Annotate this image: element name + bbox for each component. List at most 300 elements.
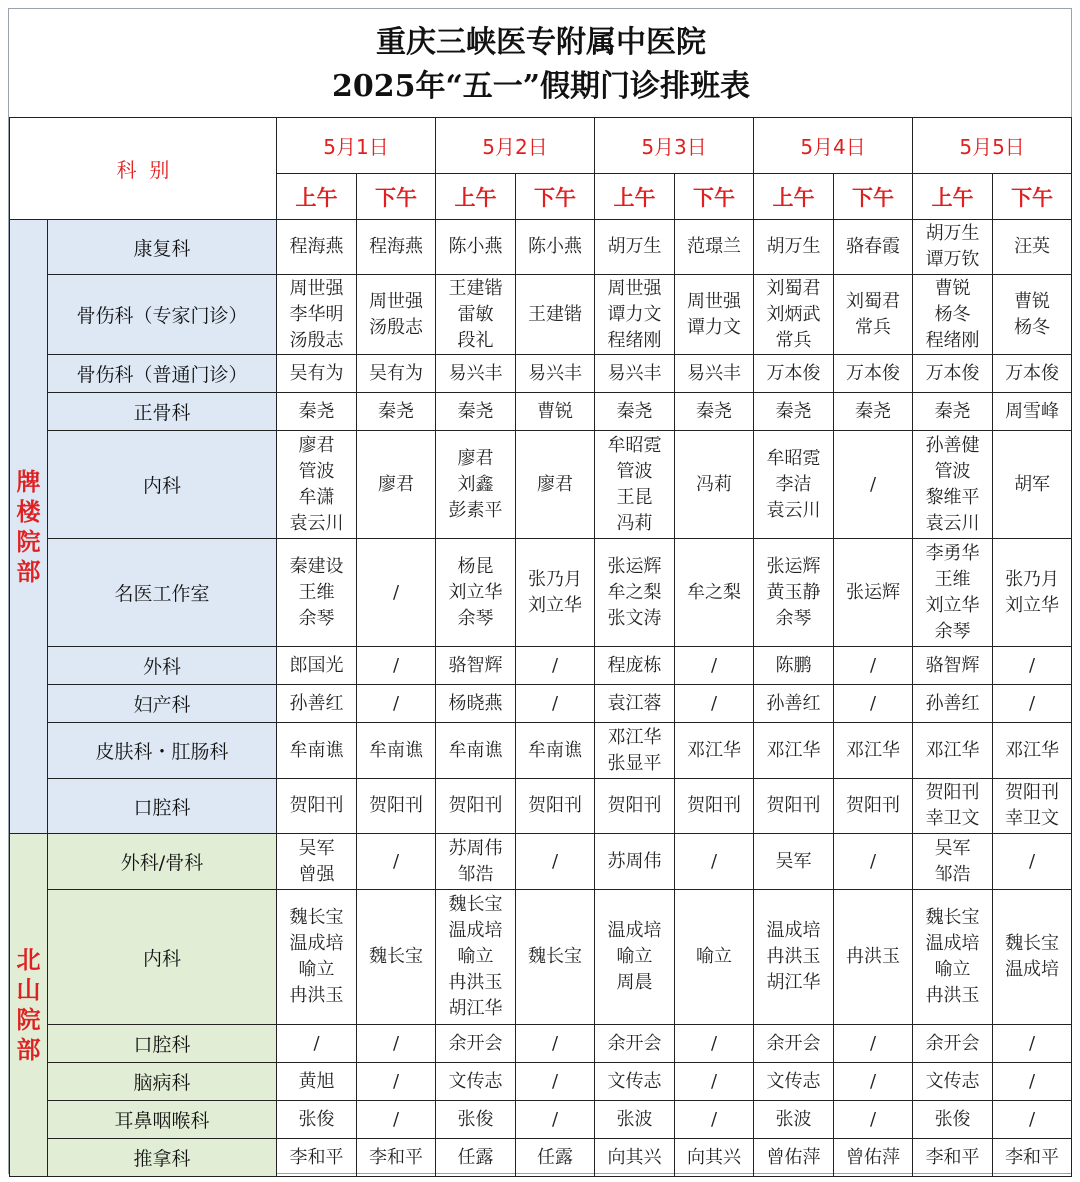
doctor-name: 张波 — [775, 1108, 812, 1130]
doctor-name: 胡军 — [1014, 473, 1051, 495]
am-shift-cell — [277, 890, 357, 1025]
campus-label-char: 院 — [16, 1006, 41, 1034]
doctor-name: 贺阳刊 — [1005, 782, 1060, 803]
doctor-name: 杨晓燕 — [448, 692, 503, 714]
schedule-row — [10, 431, 1072, 539]
pm-header: 下午 — [675, 174, 754, 220]
doctor-name: 陈小燕 — [528, 236, 583, 257]
am-shift-cell — [595, 890, 675, 1025]
pm-shift-cell — [357, 539, 436, 647]
doctor-name: 袁云川 — [925, 512, 980, 534]
pm-shift-cell — [516, 723, 595, 779]
doctor-name: 余琴 — [934, 620, 971, 642]
doctor-name: 王维 — [298, 581, 335, 603]
am-shift-cell — [595, 393, 675, 431]
doctor-name: 张俊 — [298, 1108, 335, 1130]
doctor-name: 常兵 — [855, 316, 892, 338]
am-shift-cell — [754, 834, 834, 890]
doctor-name: 袁云川 — [289, 512, 344, 534]
doctor-name: / — [392, 692, 400, 714]
doctor-name: / — [551, 692, 559, 714]
pm-shift-cell — [357, 275, 436, 355]
doctor-name: 秦尧 — [855, 400, 892, 422]
doctor-name: 刘立华 — [528, 594, 583, 616]
doctor-name: 牟之梨 — [607, 581, 662, 603]
doctor-name: 王昆 — [616, 486, 653, 508]
pm-header: 下午 — [357, 174, 436, 220]
am-shift-cell — [277, 275, 357, 355]
pm-shift-cell — [675, 220, 754, 275]
pm-shift-cell — [516, 275, 595, 355]
doctor-name: 易兴丰 — [687, 362, 742, 384]
doctor-name: 李勇华 — [925, 542, 980, 564]
doctor-name: 喻立 — [616, 946, 653, 967]
pm-shift-cell — [993, 723, 1072, 779]
doctor-name: 孙善红 — [925, 692, 980, 714]
pm-shift-cell — [834, 647, 913, 685]
doctor-name: 吴军 — [934, 837, 971, 859]
am-shift-cell — [277, 1101, 357, 1139]
am-shift-cell — [754, 723, 834, 779]
doctor-name: 温成培 — [607, 920, 662, 941]
doctor-name: / — [1029, 1108, 1036, 1130]
am-shift-cell — [913, 890, 993, 1025]
am-shift-cell — [754, 685, 834, 723]
doctor-name: 邓江华 — [766, 739, 821, 761]
doctor-name: 苏周伟 — [448, 837, 503, 859]
pm-shift-cell — [516, 393, 595, 431]
doctor-name: 贺阳刊 — [766, 795, 821, 816]
doctor-name: 余开会 — [925, 1032, 980, 1054]
schedule-sheet — [8, 8, 1072, 1174]
doctor-name: 曹锐 — [1014, 290, 1051, 312]
doctor-name: 周晨 — [616, 972, 653, 993]
am-shift-cell — [754, 1139, 834, 1177]
am-shift-cell — [913, 723, 993, 779]
doctor-name: 胡江华 — [448, 998, 503, 1019]
doctor-name: 刘立华 — [448, 581, 503, 603]
doctor-name: 胡万生 — [925, 223, 980, 244]
doctor-name: 邓江华 — [687, 739, 742, 761]
doctor-name: / — [870, 473, 877, 495]
campus-label — [10, 220, 48, 834]
doctor-name: 张乃月 — [528, 568, 583, 590]
pm-shift-cell — [675, 275, 754, 355]
campus-label-char: 院 — [16, 527, 41, 556]
pm-shift-cell — [834, 685, 913, 723]
doctor-name: 张文涛 — [607, 607, 662, 629]
doctor-name: / — [711, 1108, 718, 1130]
campus-label-char: 山 — [16, 976, 41, 1004]
am-shift-cell — [913, 1139, 993, 1177]
pm-shift-cell — [993, 1139, 1072, 1177]
doctor-name: 文传志 — [925, 1070, 980, 1092]
am-header: 上午 — [436, 174, 516, 220]
am-shift-cell — [277, 1139, 357, 1177]
schedule-row — [10, 834, 1072, 890]
doctor-name: / — [551, 654, 559, 676]
pm-shift-cell — [357, 779, 436, 834]
doctor-name: 余琴 — [457, 607, 494, 629]
doctor-name: 文传志 — [448, 1070, 503, 1092]
doctor-name: 苏周伟 — [607, 850, 662, 872]
doctor-name: / — [551, 1108, 559, 1130]
doctor-name: 魏长宝 — [289, 907, 344, 928]
doctor-name: 幸卫文 — [925, 808, 980, 829]
am-shift-cell — [595, 1139, 675, 1177]
doctor-name: 孙善红 — [289, 692, 344, 714]
am-shift-cell — [754, 431, 834, 539]
pm-shift-cell — [516, 685, 595, 723]
doctor-name: 牟南谯 — [369, 739, 423, 761]
doctor-name: / — [551, 1032, 559, 1054]
department-name: 耳鼻咽喉科 — [48, 1101, 277, 1139]
doctor-name: 王建锴 — [528, 303, 583, 325]
am-shift-cell — [595, 685, 675, 723]
doctor-name: 曾佑萍 — [766, 1146, 821, 1168]
schedule-row — [10, 1025, 1072, 1063]
doctor-name: 冉洪玉 — [766, 946, 821, 967]
am-shift-cell — [754, 393, 834, 431]
doctor-name: 喻立 — [298, 959, 335, 980]
department-name: 妇产科 — [48, 685, 277, 723]
doctor-name: 余琴 — [775, 607, 812, 629]
department-name: 内科 — [48, 431, 277, 539]
schedule-title: 2025年“五一”假期门诊排班表 — [331, 69, 750, 104]
doctor-name: 吴有为 — [289, 362, 344, 384]
date-header: 5月3日 — [595, 118, 754, 174]
doctor-name: / — [392, 850, 400, 872]
doctor-name: 吴军 — [775, 850, 812, 872]
doctor-name: 刘立华 — [1005, 594, 1060, 616]
doctor-name: / — [711, 1032, 718, 1054]
doctor-name: / — [870, 1108, 877, 1130]
pm-shift-cell — [516, 1139, 595, 1177]
am-shift-cell — [595, 779, 675, 834]
doctor-name: 魏长宝 — [528, 946, 583, 967]
am-shift-cell — [913, 1101, 993, 1139]
pm-shift-cell — [834, 1101, 913, 1139]
doctor-name: 谭力文 — [607, 303, 662, 325]
doctor-name: / — [1029, 850, 1036, 872]
am-shift-cell — [595, 275, 675, 355]
campus-label-char: 牌 — [16, 467, 41, 496]
doctor-name: 胡万生 — [766, 236, 821, 257]
doctor-name: 胡万生 — [607, 236, 662, 257]
schedule-row — [10, 1063, 1072, 1101]
date-header: 5月5日 — [913, 118, 1072, 174]
am-shift-cell — [913, 393, 993, 431]
am-shift-cell — [436, 779, 516, 834]
am-shift-cell — [913, 834, 993, 890]
doctor-name: / — [711, 654, 718, 676]
doctor-name: 冯莉 — [616, 512, 653, 534]
am-shift-cell — [436, 275, 516, 355]
date-header: 5月4日 — [754, 118, 913, 174]
doctor-name: 杨冬 — [934, 303, 971, 325]
doctor-name: 李和平 — [1005, 1146, 1060, 1168]
am-shift-cell — [436, 1025, 516, 1063]
doctor-name: 贺阳刊 — [528, 795, 583, 816]
doctor-name: 程海燕 — [369, 236, 423, 257]
am-shift-cell — [754, 779, 834, 834]
doctor-name: 邓江华 — [607, 726, 662, 748]
doctor-name: 张波 — [616, 1108, 653, 1130]
doctor-name: 秦尧 — [934, 400, 971, 422]
doctor-name: 温成培 — [766, 920, 821, 941]
am-shift-cell — [436, 355, 516, 393]
pm-shift-cell — [516, 1025, 595, 1063]
schedule-row — [10, 355, 1072, 393]
doctor-name: 袁云川 — [766, 499, 821, 521]
pm-shift-cell — [516, 1101, 595, 1139]
am-shift-cell — [277, 647, 357, 685]
am-shift-cell — [436, 834, 516, 890]
am-shift-cell — [277, 431, 357, 539]
am-shift-cell — [436, 1101, 516, 1139]
date-header: 5月2日 — [436, 118, 595, 174]
am-shift-cell — [913, 355, 993, 393]
doctor-name: 易兴丰 — [607, 362, 662, 384]
department-name: 名医工作室 — [48, 539, 277, 647]
pm-shift-cell — [516, 1063, 595, 1101]
doctor-name: 温成培 — [448, 920, 503, 941]
pm-shift-cell — [675, 779, 754, 834]
doctor-name: 贺阳刊 — [369, 795, 423, 816]
pm-shift-cell — [993, 275, 1072, 355]
schedule-row — [10, 890, 1072, 1025]
date-header: 5月1日 — [277, 118, 436, 174]
doctor-name: 余琴 — [298, 607, 335, 629]
pm-shift-cell — [834, 890, 913, 1025]
pm-shift-cell — [993, 393, 1072, 431]
dept-column-header: 科 别 — [10, 118, 277, 220]
doctor-name: 温成培 — [289, 933, 344, 954]
pm-shift-cell — [834, 431, 913, 539]
am-shift-cell — [754, 1025, 834, 1063]
doctor-name: 余开会 — [607, 1032, 662, 1054]
pm-shift-cell — [993, 834, 1072, 890]
pm-shift-cell — [834, 539, 913, 647]
doctor-name: 冉洪玉 — [448, 972, 503, 993]
pm-shift-cell — [516, 431, 595, 539]
doctor-name: 牟潇 — [298, 486, 335, 508]
am-shift-cell — [913, 779, 993, 834]
am-shift-cell — [913, 539, 993, 647]
doctor-name: 喻立 — [696, 946, 733, 967]
doctor-name: 秦尧 — [775, 400, 812, 422]
am-shift-cell — [754, 1063, 834, 1101]
pm-shift-cell — [834, 355, 913, 393]
doctor-name: 贺阳刊 — [607, 795, 662, 816]
doctor-name: 骆智辉 — [925, 654, 980, 676]
am-shift-cell — [913, 431, 993, 539]
date-header-row — [10, 118, 1072, 174]
doctor-name: 牟南谯 — [528, 739, 583, 761]
doctor-name: 李和平 — [925, 1146, 980, 1168]
pm-shift-cell — [675, 685, 754, 723]
pm-shift-cell — [675, 1063, 754, 1101]
doctor-name: 张运辉 — [766, 555, 821, 577]
doctor-name: 王维 — [934, 568, 971, 590]
doctor-name: 段礼 — [457, 329, 494, 351]
am-shift-cell — [754, 647, 834, 685]
hospital-name: 重庆三峡医专附属中医院 — [376, 25, 706, 60]
doctor-name: 贺阳刊 — [846, 795, 901, 816]
doctor-name: 秦尧 — [696, 400, 733, 422]
schedule-row — [10, 275, 1072, 355]
am-shift-cell — [277, 834, 357, 890]
am-shift-cell — [595, 1063, 675, 1101]
am-shift-cell — [436, 685, 516, 723]
doctor-name: / — [711, 850, 718, 872]
campus-label-char: 部 — [16, 557, 41, 586]
am-shift-cell — [277, 1063, 357, 1101]
pm-shift-cell — [675, 539, 754, 647]
doctor-name: 贺阳刊 — [448, 795, 503, 816]
department-name: 骨伤科（专家门诊） — [48, 275, 277, 355]
am-shift-cell — [595, 723, 675, 779]
pm-shift-cell — [675, 834, 754, 890]
pm-header: 下午 — [516, 174, 595, 220]
doctor-name: 周雪峰 — [1005, 400, 1060, 422]
doctor-name: / — [392, 1108, 400, 1130]
doctor-name: / — [870, 692, 877, 714]
schedule-row — [10, 1139, 1072, 1177]
am-shift-cell — [913, 685, 993, 723]
doctor-name: 冉洪玉 — [846, 946, 901, 967]
am-shift-cell — [913, 220, 993, 275]
doctor-name: 程庞栋 — [607, 654, 662, 676]
am-shift-cell — [277, 539, 357, 647]
pm-shift-cell — [357, 393, 436, 431]
doctor-name: / — [870, 1070, 877, 1092]
doctor-name: 廖君 — [298, 434, 335, 456]
doctor-name: 张俊 — [934, 1108, 971, 1130]
doctor-name: 廖君 — [537, 473, 574, 495]
campus-label-char: 楼 — [16, 497, 41, 526]
doctor-name: 冯莉 — [696, 473, 733, 495]
doctor-name: 张运辉 — [607, 555, 662, 577]
am-shift-cell — [595, 834, 675, 890]
am-shift-cell — [754, 355, 834, 393]
campus-label — [10, 834, 48, 1177]
pm-shift-cell — [675, 355, 754, 393]
am-shift-cell — [277, 723, 357, 779]
doctor-name: / — [1029, 1070, 1036, 1092]
am-shift-cell — [913, 1063, 993, 1101]
doctor-name: 贺阳刊 — [687, 795, 742, 816]
title-block — [9, 9, 1073, 117]
doctor-name: 秦尧 — [616, 400, 653, 422]
doctor-name: 孙善健 — [925, 434, 980, 456]
pm-header: 下午 — [834, 174, 913, 220]
pm-shift-cell — [675, 431, 754, 539]
doctor-name: 谭力文 — [687, 316, 742, 338]
am-shift-cell — [595, 1025, 675, 1063]
am-shift-cell — [436, 723, 516, 779]
doctor-name: 余开会 — [766, 1032, 821, 1054]
am-shift-cell — [436, 890, 516, 1025]
pm-shift-cell — [357, 1139, 436, 1177]
pm-shift-cell — [357, 685, 436, 723]
pm-shift-cell — [516, 890, 595, 1025]
doctor-name: 吴有为 — [369, 362, 423, 384]
am-header: 上午 — [754, 174, 834, 220]
am-shift-cell — [436, 1139, 516, 1177]
am-shift-cell — [277, 393, 357, 431]
pm-shift-cell — [516, 355, 595, 393]
doctor-name: 刘炳武 — [766, 303, 821, 325]
doctor-name: / — [870, 654, 877, 676]
am-shift-cell — [754, 1101, 834, 1139]
doctor-name: 刘蜀君 — [766, 277, 821, 299]
doctor-name: 易兴丰 — [528, 362, 583, 384]
pm-shift-cell — [993, 647, 1072, 685]
pm-shift-cell — [357, 220, 436, 275]
doctor-name: / — [551, 1070, 559, 1092]
am-shift-cell — [754, 890, 834, 1025]
pm-shift-cell — [516, 834, 595, 890]
doctor-name: 向其兴 — [687, 1146, 742, 1168]
doctor-name: 邓江华 — [846, 739, 901, 761]
doctor-name: / — [711, 1070, 718, 1092]
pm-shift-cell — [675, 393, 754, 431]
doctor-name: / — [1029, 654, 1036, 676]
doctor-name: 曾强 — [298, 863, 335, 885]
doctor-name: 常兵 — [775, 329, 812, 351]
am-shift-cell — [913, 647, 993, 685]
doctor-name: 秦尧 — [298, 400, 335, 422]
schedule-row — [10, 647, 1072, 685]
doctor-name: / — [1029, 1032, 1036, 1054]
doctor-name: 喻立 — [934, 959, 971, 980]
doctor-name: 任露 — [537, 1146, 574, 1168]
doctor-name: / — [313, 1032, 320, 1054]
doctor-name: 郎国光 — [289, 654, 344, 676]
doctor-name: / — [392, 581, 400, 603]
pm-shift-cell — [993, 431, 1072, 539]
doctor-name: 魏长宝 — [925, 907, 980, 928]
schedule-row — [10, 1101, 1072, 1139]
doctor-name: 王建锴 — [448, 277, 503, 299]
schedule-table — [9, 117, 1072, 1177]
doctor-name: 管波 — [616, 460, 653, 482]
doctor-name: 万本俊 — [1005, 362, 1060, 384]
pm-shift-cell — [993, 539, 1072, 647]
am-header: 上午 — [277, 174, 357, 220]
doctor-name: 牟之梨 — [687, 581, 742, 603]
am-shift-cell — [754, 220, 834, 275]
doctor-name: 任露 — [457, 1146, 494, 1168]
department-name: 口腔科 — [48, 1025, 277, 1063]
doctor-name: 汤殷志 — [369, 316, 423, 338]
doctor-name: / — [392, 1070, 400, 1092]
doctor-name: 吴军 — [298, 837, 335, 859]
pm-header: 下午 — [993, 174, 1072, 220]
pm-shift-cell — [993, 220, 1072, 275]
doctor-name: 喻立 — [457, 946, 494, 967]
pm-shift-cell — [357, 647, 436, 685]
department-name: 外科/骨科 — [48, 834, 277, 890]
am-shift-cell — [754, 275, 834, 355]
doctor-name: 汪英 — [1014, 236, 1051, 257]
am-shift-cell — [595, 431, 675, 539]
am-shift-cell — [595, 220, 675, 275]
doctor-name: 管波 — [298, 460, 335, 482]
doctor-name: 黄旭 — [298, 1070, 335, 1092]
am-header: 上午 — [913, 174, 993, 220]
